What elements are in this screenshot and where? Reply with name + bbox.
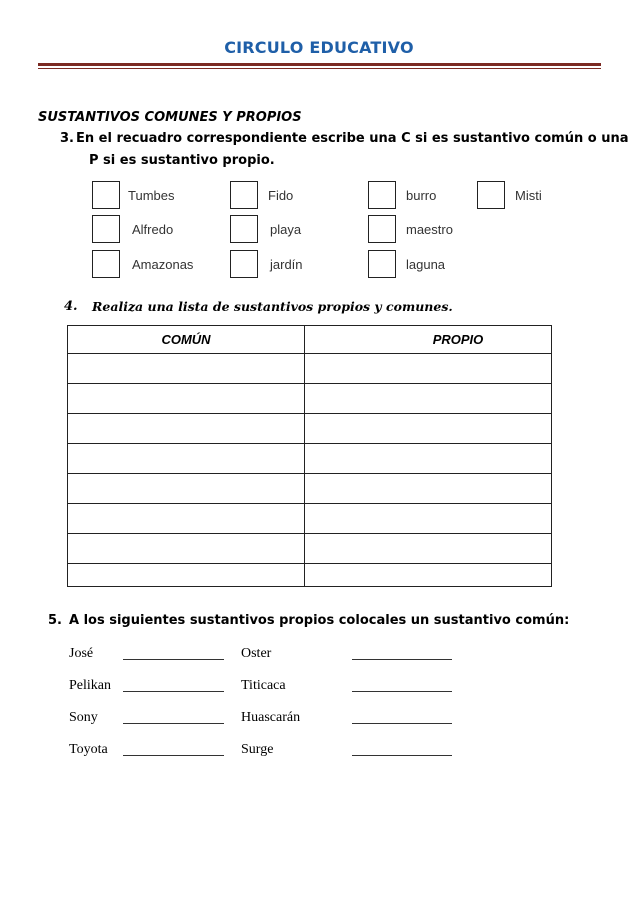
answer-box-laguna[interactable] xyxy=(368,250,396,278)
column-header-propio: PROPIO xyxy=(305,326,552,354)
word-misti: Misti xyxy=(515,188,542,203)
answer-box-maestro[interactable] xyxy=(368,215,396,243)
section-title: SUSTANTIVOS COMUNES Y PROPIOS xyxy=(38,110,302,125)
answer-line-surge[interactable] xyxy=(352,755,452,756)
question-5-number: 5. xyxy=(48,613,62,628)
table-row xyxy=(68,384,552,414)
table-cell-comun[interactable] xyxy=(68,564,305,587)
answer-box-tumbes[interactable] xyxy=(92,181,120,209)
proper-noun-oster: Oster xyxy=(241,646,272,661)
word-amazonas: Amazonas xyxy=(132,257,194,272)
answer-box-alfredo[interactable] xyxy=(92,215,120,243)
table-cell-propio[interactable] xyxy=(305,534,552,564)
column-header-comun: COMÚN xyxy=(68,326,305,354)
page-title: CIRCULO EDUCATIVO xyxy=(224,38,414,57)
answer-line-huascaran[interactable] xyxy=(352,723,452,724)
table-cell-propio[interactable] xyxy=(305,384,552,414)
table-row xyxy=(68,444,552,474)
table-cell-propio[interactable] xyxy=(305,564,552,587)
proper-noun-pelikan: Pelikan xyxy=(69,678,111,693)
answer-line-jose[interactable] xyxy=(123,659,224,660)
table-cell-propio[interactable] xyxy=(305,504,552,534)
answer-box-burro[interactable] xyxy=(368,181,396,209)
proper-noun-sony: Sony xyxy=(69,710,98,725)
header-rule-thin xyxy=(38,68,601,69)
table-row xyxy=(68,564,552,587)
table-row xyxy=(68,534,552,564)
word-playa: playa xyxy=(270,222,302,237)
table-row xyxy=(68,354,552,384)
answer-line-titicaca[interactable] xyxy=(352,691,452,692)
table-cell-propio[interactable] xyxy=(305,444,552,474)
word-burro: burro xyxy=(406,188,437,203)
table-cell-comun[interactable] xyxy=(68,504,305,534)
answer-box-amazonas[interactable] xyxy=(92,250,120,278)
question-3-text-line1: En el recuadro correspondiente escribe una C si es sustantivo común o una xyxy=(76,131,629,146)
answer-line-pelikan[interactable] xyxy=(123,691,224,692)
table-cell-propio[interactable] xyxy=(305,414,552,444)
proper-noun-huascaran: Huascarán xyxy=(241,710,301,725)
table-cell-comun[interactable] xyxy=(68,534,305,564)
answer-line-oster[interactable] xyxy=(352,659,452,660)
question-4-number: 4. xyxy=(64,299,78,314)
question-3-number: 3. xyxy=(60,131,74,146)
question-4-text: Realiza una lista de sustantivos propios y comunes. xyxy=(92,299,453,314)
table-header-row xyxy=(68,326,552,354)
header-rule-thick xyxy=(38,63,601,66)
table-cell-propio[interactable] xyxy=(305,474,552,504)
answer-box-misti[interactable] xyxy=(477,181,505,209)
table-cell-comun[interactable] xyxy=(68,474,305,504)
proper-noun-titicaca: Titicaca xyxy=(241,678,286,693)
answer-line-toyota[interactable] xyxy=(123,755,224,756)
answer-box-jardin[interactable] xyxy=(230,250,258,278)
word-tumbes: Tumbes xyxy=(128,188,175,203)
proper-noun-jose: José xyxy=(69,646,94,661)
proper-noun-toyota: Toyota xyxy=(69,742,108,757)
question-3-text-line2: P si es sustantivo propio. xyxy=(89,153,275,168)
word-maestro: maestro xyxy=(406,222,453,237)
table-row xyxy=(68,414,552,444)
table-cell-comun[interactable] xyxy=(68,414,305,444)
table-cell-comun[interactable] xyxy=(68,444,305,474)
question-5-text: A los siguientes sustantivos propios colocales un sustantivo común: xyxy=(69,613,570,628)
word-alfredo: Alfredo xyxy=(132,222,174,237)
answer-line-sony[interactable] xyxy=(123,723,224,724)
answer-box-fido[interactable] xyxy=(230,181,258,209)
table-row xyxy=(68,504,552,534)
word-fido: Fido xyxy=(268,188,294,203)
word-laguna: laguna xyxy=(406,257,446,272)
table-row xyxy=(68,474,552,504)
table-cell-comun[interactable] xyxy=(68,354,305,384)
table-cell-propio[interactable] xyxy=(305,354,552,384)
answer-box-playa[interactable] xyxy=(230,215,258,243)
nouns-table xyxy=(67,325,552,587)
word-jardin: jardín xyxy=(270,257,303,272)
table-cell-comun[interactable] xyxy=(68,384,305,414)
proper-noun-surge: Surge xyxy=(241,742,274,757)
